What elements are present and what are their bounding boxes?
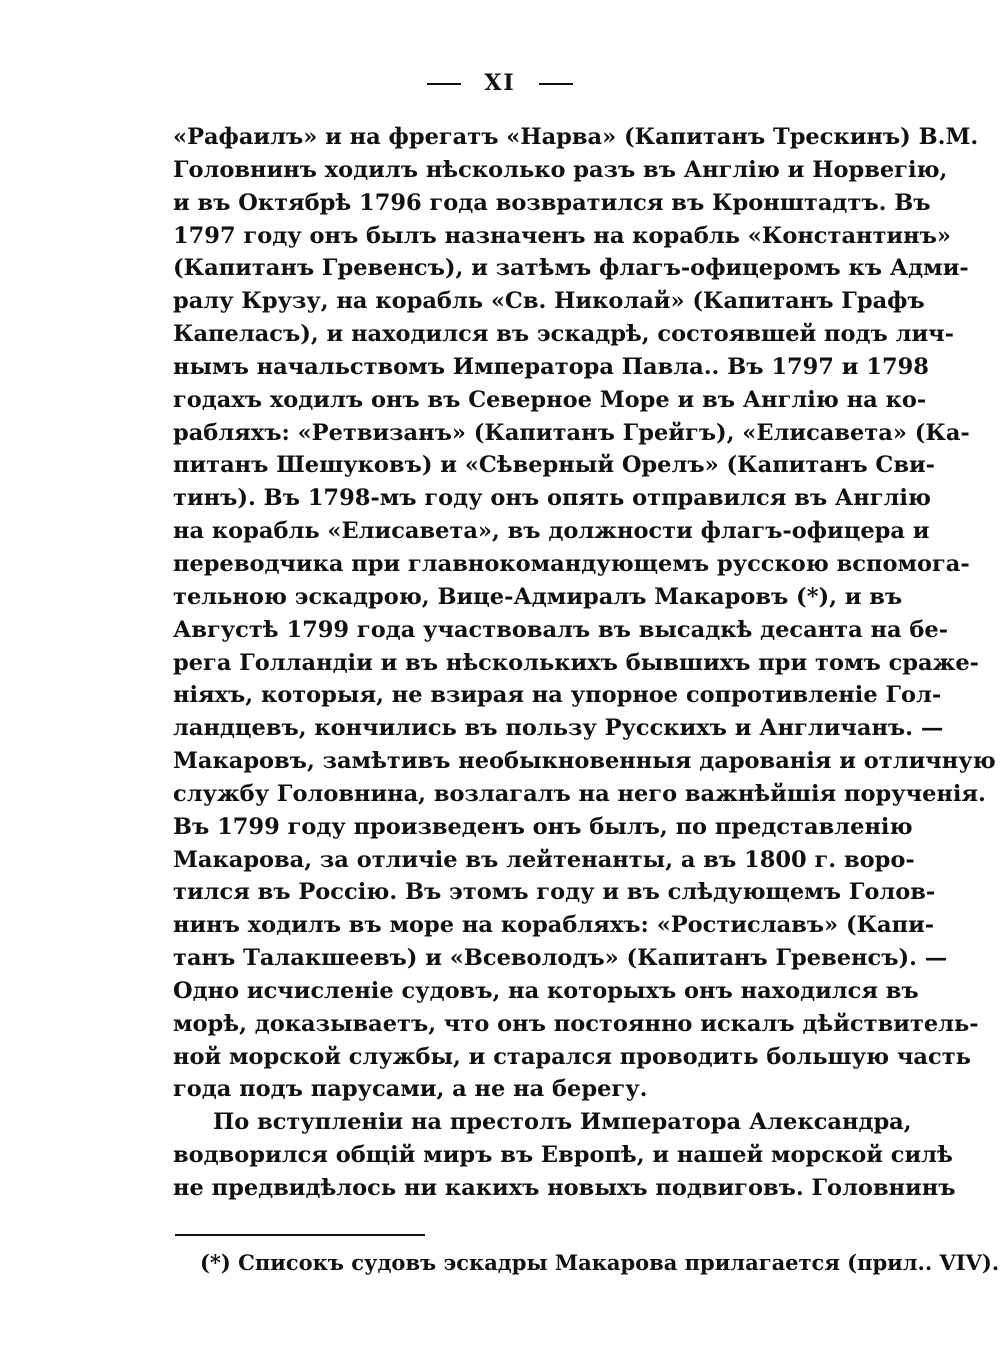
text-line: Макарова, за отличіе въ лейтенанты, а въ 1800 г. воро- (173, 846, 915, 873)
text-line: годахъ ходилъ онъ въ Северное Море и въ Англію на ко- (173, 386, 927, 413)
text-line: Одно исчисленіе судовъ, на которыхъ онъ находился въ (173, 977, 919, 1004)
text-line: «Рафаилъ» и на фрегатъ «Нарва» (Капитанъ Трескинъ) В.М. (173, 124, 979, 150)
footnote-divider (175, 1234, 425, 1236)
header-dash-right (539, 83, 573, 85)
text-line: Головнинъ ходилъ нѣсколько разъ въ Англію и Норвегію, (173, 156, 948, 183)
text-line: (Капитанъ Гревенсъ), и затѣмъ флагъ-офицеромъ къ Адми- (173, 255, 969, 282)
text-line: Макаровъ, замѣтивъ необыкновенныя дарованія и отличную (173, 748, 996, 775)
paragraph-2-line: не предвидѣлось ни какихъ новыхъ подвиговъ. Головнинъ (173, 1175, 956, 1201)
page-number: XI (484, 70, 516, 96)
body-text (173, 121, 996, 1205)
text-line: тился въ Россію. Въ этомъ году и въ слѣдующемъ Голов- (173, 879, 936, 906)
footnote (200, 1248, 1000, 1278)
text-line: ніяхъ, которыя, не взирая на упорное сопротивленіе Гол- (173, 682, 942, 709)
text-line: Капеласъ), и находился въ эскадрѣ, состоявшей подъ лич- (173, 321, 954, 348)
text-line: на корабль «Елисавета», въ должности флагъ-офицера и (173, 518, 930, 545)
text-line: питанъ Шешуковъ) и «Сѣверный Орелъ» (Капитанъ Сви- (173, 452, 936, 479)
paragraph-2-line: По вступленіи на престолъ Императора Александра, (213, 1109, 912, 1136)
text-line: переводчика при главнокомандующемъ русскою вспомога- (173, 550, 970, 577)
text-line: службу Головнина, возлагалъ на него важнѣйшія порученія. (173, 780, 986, 807)
text-line: морѣ, доказываетъ, что онъ постоянно искалъ дѣйствитель- (173, 1010, 979, 1037)
text-line: нинъ ходилъ въ море на корабляхъ: «Ростиславъ» (Капи- (173, 912, 935, 939)
footnote-text: Списокъ судовъ эскадры Макарова прилагается (прил.. VIV). (238, 1250, 1000, 1275)
paragraph-2-line: водворился общій миръ въ Европѣ, и нашей морской силѣ (173, 1142, 953, 1169)
text-line: ландцевъ, кончились въ пользу Русскихъ и Англичанъ. — (173, 715, 944, 742)
text-line: 1797 году онъ былъ назначенъ на корабль «Константинъ» (173, 222, 951, 249)
text-line: ной морской службы, и старался проводить большую часть (173, 1043, 971, 1070)
footnote-marker: (*) (200, 1250, 231, 1275)
text-line: тельною эскадрою, Вице-Адмиралъ Макаровъ (*), и въ (173, 583, 903, 610)
text-line: ралу Крузу, на корабль «Св. Николай» (Капитанъ Графъ (173, 288, 925, 315)
text-line: Въ 1799 году произведенъ онъ былъ, по представленію (173, 813, 913, 840)
text-line: года подъ парусами, а не на берегу. (173, 1076, 648, 1103)
text-line: нымъ начальствомъ Императора Павла.. Въ 1797 и 1798 (173, 353, 929, 380)
text-line: и въ Октябрѣ 1796 года возвратился въ Кронштадтъ. Въ (173, 189, 931, 216)
header-dash-left (427, 83, 461, 85)
text-line: танъ Талакшеевъ) и «Всеволодъ» (Капитанъ Гревенсъ). — (173, 945, 948, 972)
text-line: Августѣ 1799 года участвовалъ въ высадкѣ десанта на бе- (173, 616, 949, 643)
page-header (0, 70, 1000, 96)
text-line: рабляхъ: «Ретвизанъ» (Капитанъ Грейгъ), «Елисавета» (Ка- (173, 419, 970, 446)
text-line: тинъ). Въ 1798-мъ году онъ опять отправился въ Англію (173, 485, 931, 512)
text-line: рега Голландіи и въ нѣсколькихъ бывшихъ при томъ сраже- (173, 649, 979, 676)
